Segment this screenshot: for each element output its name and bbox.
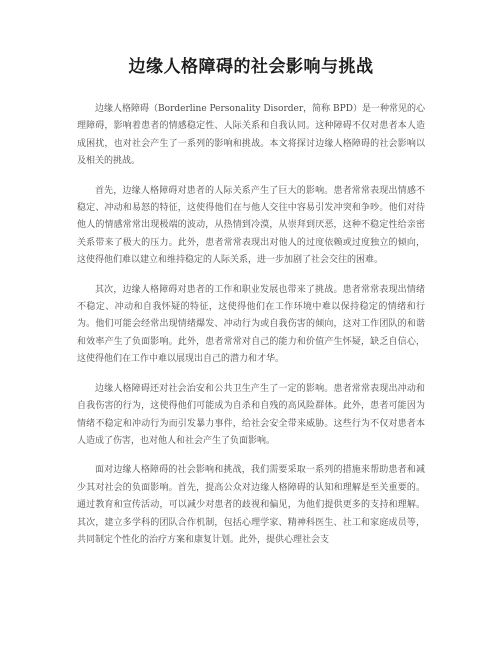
- paragraph-4: 边缘人格障碍还对社会治安和公共卫生产生了一定的影响。患者常常表现出冲动和自我伤害的行为，这使得他们可能成为自杀和自残的高风险群体。此外，患者可能因为情绪不稳定和冲动行为而引发暴力事件，给社会安全带来威胁。这些行为不仅对患者本人造成了伤害，也对他人和社会产生了负面影响。: [77, 383, 425, 446]
- document-title: 边缘人格障碍的社会影响与挑战: [128, 57, 374, 77]
- paragraph-1: 边缘人格障碍（Borderline Personality Disorder，简称 BPD）是一种常见的心理障碍，影响着患者的情感稳定性、人际关系和自我认同。这种障碍不仅对患者本人造成困扰，也对社会产生了一系列的影响和挑战。本文将探讨边缘人格障碍的社会影响以及相关的挑战。: [77, 104, 425, 167]
- paragraph-2: 首先，边缘人格障碍对患者的人际关系产生了巨大的影响。患者常常表现出情感不稳定、冲动和易怒的特征，这使得他们在与他人交往中容易引发冲突和争吵。他们对待他人的情感常常出现极端的波动，从热情到冷漠，从崇拜到厌恶，这种不稳定性给亲密关系带来了极大的压力。此外，患者常常表现出对他人的过度依赖或过度独立的倾向，这使得他们难以建立和维持稳定的人际关系，进一步加剧了社会交往的困难。: [77, 185, 425, 266]
- paragraph-3: 其次，边缘人格障碍对患者的工作和职业发展也带来了挑战。患者常常表现出情绪不稳定、冲动和自我怀疑的特征，这使得他们在工作环境中难以保持稳定的情绪和行为。他们可能会经常出现情绪爆发、冲动行为或自我伤害的倾向，这对工作团队的和谐和效率产生了负面影响。此外，患者常常对自己的能力和价值产生怀疑，缺乏自信心，这使得他们在工作中难以展现出自己的潜力和才华。: [77, 284, 425, 365]
- paragraph-5: 面对边缘人格障碍的社会影响和挑战，我们需要采取一系列的措施来帮助患者和减少其对社会的负面影响。首先，提高公众对边缘人格障碍的认知和理解是至关重要的。通过教育和宣传活动，可以减少对患者的歧视和偏见，为他们提供更多的支持和理解。其次，建立多学科的团队合作机制，包括心理学家、精神科医生、社工和家庭成员等，共同制定个性化的治疗方案和康复计划。此外，提供心理社会支: [77, 465, 425, 545]
